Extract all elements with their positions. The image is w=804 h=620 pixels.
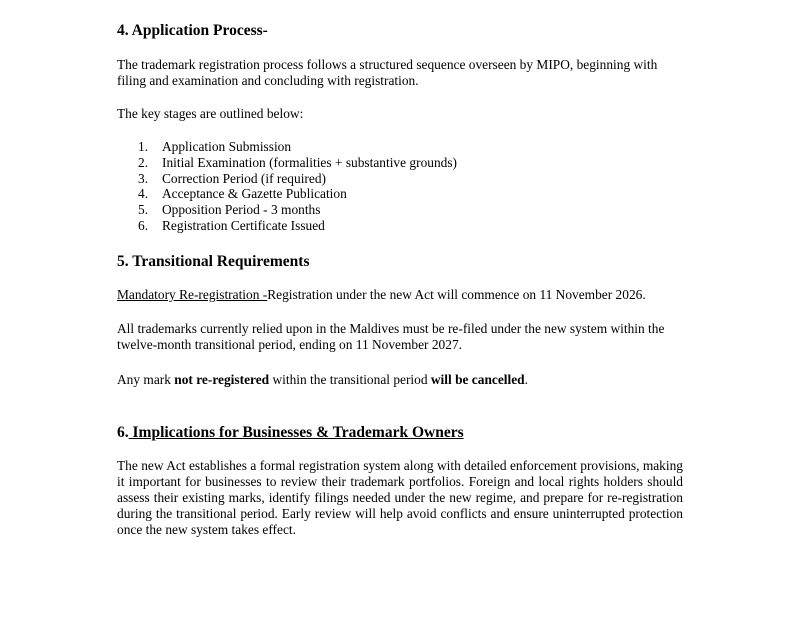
- mandatory-reregistration-label: Mandatory Re-registration -: [117, 287, 268, 302]
- list-item: 2. Initial Examination (formalities + substantive grounds): [138, 154, 458, 170]
- list-item: 3. Correction Period (if required): [138, 170, 326, 186]
- list-item: 1. Application Submission: [138, 139, 292, 154]
- will-be-cancelled-emphasis: will be cancelled: [430, 372, 525, 387]
- mandatory-reregistration-text: Registration under the new Act will commence on 11 November 2026.: [267, 287, 646, 302]
- refile-paragraph: All trademarks currently relied upon in the Maldives must be re-filed under the new system within the twelve-month transitional period, ending on 11 November 2027.: [117, 321, 665, 352]
- key-stages-label: The key stages are outlined below:: [117, 106, 304, 121]
- section-6-heading: 6. Implications for Businesses & Trademark Owners: [117, 424, 464, 441]
- section-4-intro: The trademark registration process follows a structured sequence overseen by MIPO, beginning with filing and examination and concluding with registration.: [117, 57, 658, 88]
- application-steps-list: [138, 139, 457, 234]
- mandatory-reregistration-paragraph: [117, 287, 683, 303]
- section-5-heading: 5. Transitional Requirements: [117, 253, 310, 270]
- list-item: 6. Registration Certificate Issued: [138, 217, 325, 233]
- list-item: 4. Acceptance & Gazette Publication: [138, 186, 347, 202]
- cancellation-paragraph: Any mark not re-registered within the transitional period will be cancelled.: [117, 372, 528, 387]
- section-4-heading: 4. Application Process-: [117, 22, 268, 39]
- section-6-body: The new Act establishes a formal registration system along with detailed enforcement provisions, making it important for businesses to review their trademark portfolios. Foreign and local rights holders should assess their existing marks, identify filings needed under the new regime, and prepare for re-registration during the transitional period. Early review will help avoid conflicts and ensure uninterrupted protection once the new system takes effect.: [117, 458, 683, 537]
- not-reregistered-emphasis: not re-registered: [174, 372, 270, 387]
- list-item: 5. Opposition Period - 3 months: [138, 202, 321, 218]
